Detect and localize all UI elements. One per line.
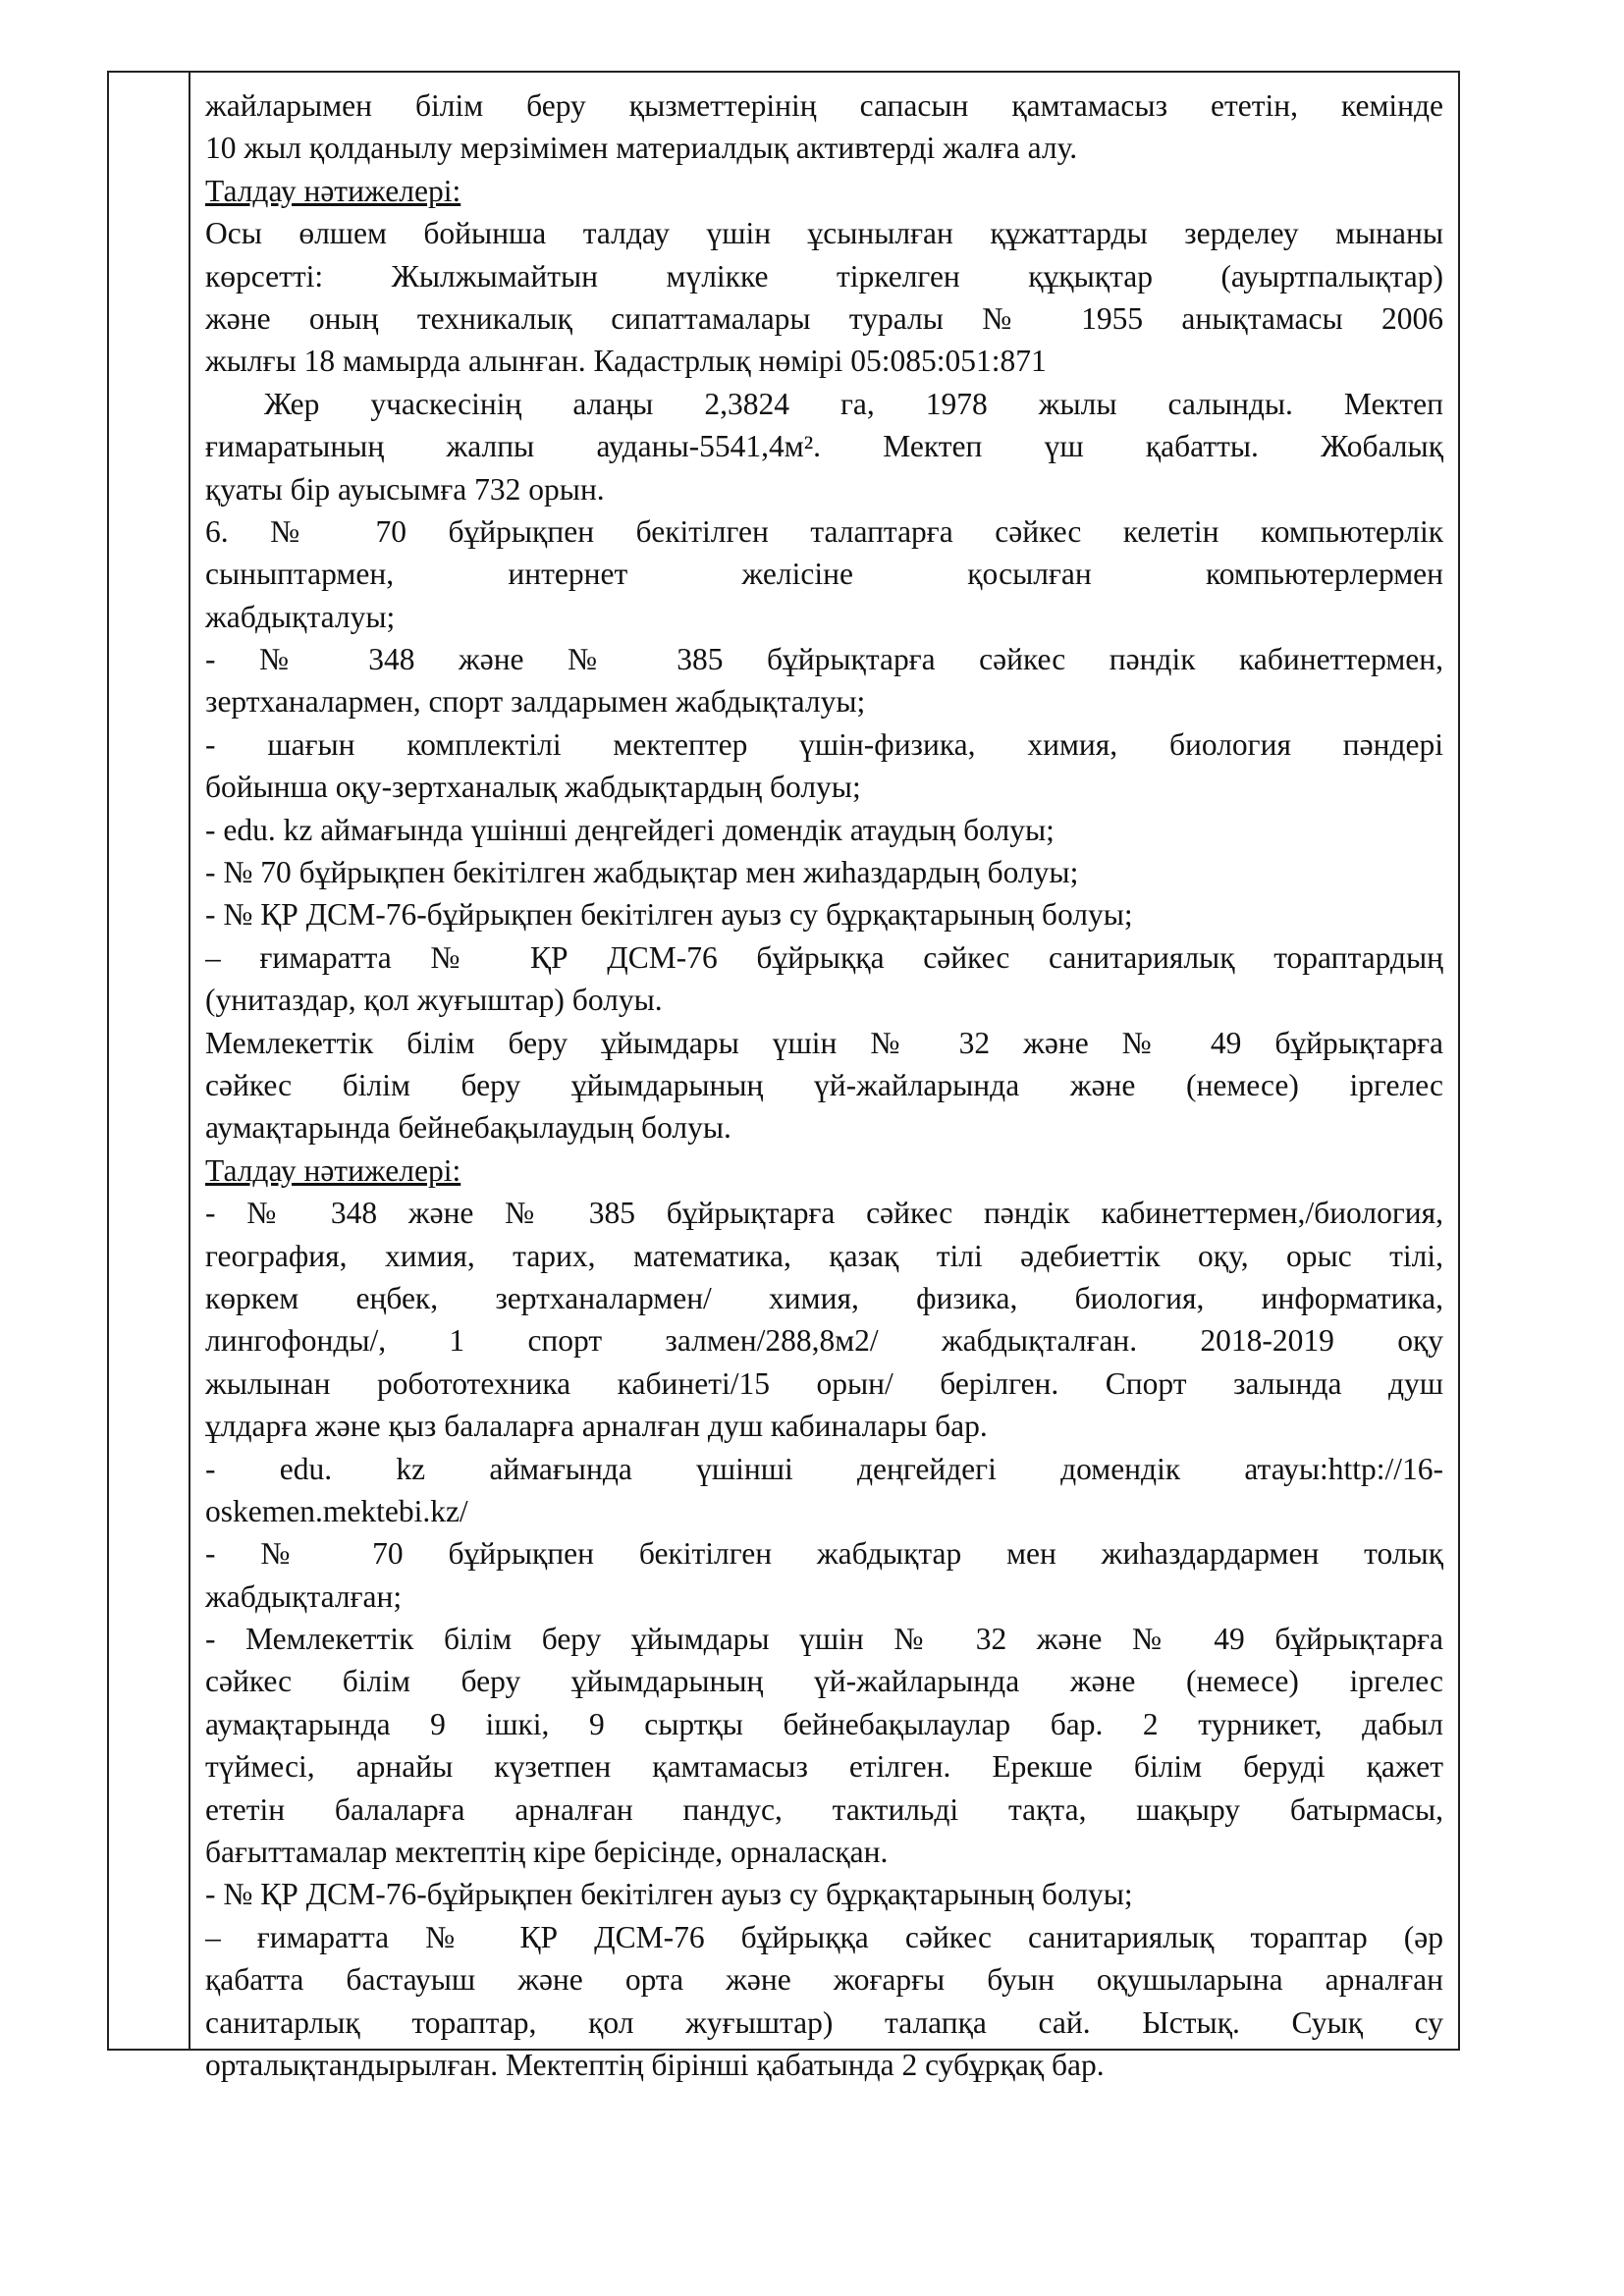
text-line: сыныптармен, интернет желісіне қосылған компьютерлермен	[205, 557, 1443, 592]
text-line: жылғы 18 мамырда алынған. Кадастрлық нөмірі 05:085:051:871	[205, 344, 1047, 379]
text-line: лингофонды/, 1 спорт залмен/288,8м2/ жабдықталған. 2018-2019 оқу	[205, 1323, 1443, 1359]
text-line: аумақтарында 9 ішкі, 9 сыртқы бейнебақылаулар бар. 2 турникет, дабыл	[205, 1706, 1443, 1741]
text-line: - № 348 және № 385 бұйрықтарға сәйкес пәндік кабинеттермен,/биология,	[205, 1196, 1443, 1231]
text-line: көркем еңбек, зертханалармен/ химия, физика, биология, информатика,	[205, 1280, 1443, 1315]
text-line: ұлдарға және қыз балаларға арналған душ кабиналары бар.	[205, 1409, 988, 1444]
text-line: және оның техникалық сипаттамалары туралы № 1955 анықтамасы 2006	[205, 300, 1443, 336]
text-line: түймесі, арнайы күзетпен қамтамасыз етілген. Ерекше білім беруді қажет	[205, 1749, 1443, 1785]
text-line: oskemen.mektebi.kz/	[205, 1493, 468, 1528]
table-left-column	[109, 73, 190, 2049]
text-line: бойынша оқу-зертханалық жабдықтардың болуы;	[205, 770, 861, 805]
text-line: аумақтарында бейнебақылаудың болуы.	[205, 1110, 731, 1146]
text-line: жайларымен білім беру қызметтерінің сапасын қамтамасыз ететін, кемінде	[205, 88, 1443, 123]
text-line: қуаты бір ауысымға 732 орын.	[205, 471, 605, 507]
text-line: ғимаратының жалпы ауданы-5541,4м². Мектеп үш қабатты. Жобалық	[205, 429, 1443, 464]
text-line: көрсетті: Жылжымайтын мүлікке тіркелген құқықтар (ауыртпалықтар)	[205, 258, 1443, 294]
text-line: Жер учаскесінің алаңы 2,3824 га, 1978 жылы салынды. Мектеп	[264, 386, 1443, 421]
text-line: 10 жыл қолданылу мерзімімен материалдық активтерді жалға алу.	[205, 131, 1078, 166]
text-line: география, химия, тарих, математика, қазақ тілі әдебиеттік оқу, орыс тілі,	[205, 1238, 1443, 1273]
section-heading: Талдау нәтижелері:	[205, 173, 461, 208]
text-line: - Мемлекеттік білім беру ұйымдары үшін № 32 және № 49 бұйрықтарға	[205, 1622, 1443, 1657]
text-line: - № 348 және № 385 бұйрықтарға сәйкес пәндік кабинеттермен,	[205, 642, 1443, 677]
text-line: – ғимаратта № ҚР ДСМ-76 бұйрыққа сәйкес санитариялық тораптардың	[205, 939, 1443, 975]
text-line: зертханалармен, спорт залдарымен жабдықталуы;	[205, 684, 866, 720]
text-line: ететін балаларға арналған пандус, тактильді тақта, шақыру батырмасы,	[205, 1791, 1443, 1827]
text-line: жабдықталған;	[205, 1578, 403, 1614]
table-content-cell	[190, 73, 1458, 2082]
text-line: - edu. kz аймағында үшінші деңгейдегі домендік атауы:http://16-	[205, 1451, 1443, 1486]
text-line: санитарлық тораптар, қол жуғыштар) талапқа сай. Ыстық. Суық су	[205, 2004, 1443, 2040]
text-line: - № ҚР ДСМ-76-бұйрықпен бекітілген ауыз су бұрқақтарының болуы;	[205, 897, 1133, 933]
text-line: Осы өлшем бойынша талдау үшін ұсынылған құжаттарды зерделеу мынаны	[205, 216, 1443, 251]
text-line: – ғимаратта № ҚР ДСМ-76 бұйрыққа сәйкес санитариялық тораптар (әр	[205, 1919, 1443, 1954]
text-line: қабатта бастауыш және орта және жоғарғы буын оқушыларына арналған	[205, 1962, 1443, 1998]
text-line: жылынан робототехника кабинеті/15 орын/ берілген. Спорт залында душ	[205, 1365, 1443, 1401]
text-line: - № 70 бұйрықпен бекітілген жабдықтар мен жиһаздардың болуы;	[205, 855, 1079, 890]
text-line: - edu. kz аймағында үшінші деңгейдегі домендік атаудың болуы;	[205, 812, 1055, 847]
text-line: бағыттамалар мектептің кіре берісінде, орналасқан.	[205, 1835, 889, 1870]
text-line: - № 70 бұйрықпен бекітілген жабдықтар мен жиһаздардармен толық	[205, 1536, 1443, 1572]
text-line: сәйкес білім беру ұйымдарының үй-жайларында және (немесе) іргелес	[205, 1067, 1443, 1102]
text-line: жабдықталуы;	[205, 599, 396, 634]
text-line: - № ҚР ДСМ-76-бұйрықпен бекітілген ауыз су бұрқақтарының болуы;	[205, 1877, 1133, 1912]
document-table	[107, 71, 1460, 2082]
text-line: Мемлекеттік білім беру ұйымдары үшін № 32 және № 49 бұйрықтарға	[205, 1025, 1443, 1060]
text-line: (унитаздар, қол жуғыштар) болуы.	[205, 983, 663, 1018]
text-line: орталықтандырылған. Мектептің бірінші қабатында 2 субұрқақ бар.	[205, 2047, 1105, 2082]
text-line: 6. № 70 бұйрықпен бекітілген талаптарға сәйкес келетін компьютерлік	[205, 513, 1443, 549]
text-line: сәйкес білім беру ұйымдарының үй-жайларында және (немесе) іргелес	[205, 1664, 1443, 1699]
section-heading: Талдау нәтижелері:	[205, 1152, 461, 1188]
text-line: - шағын комплектілі мектептер үшін-физика, химия, биология пәндері	[205, 726, 1443, 762]
